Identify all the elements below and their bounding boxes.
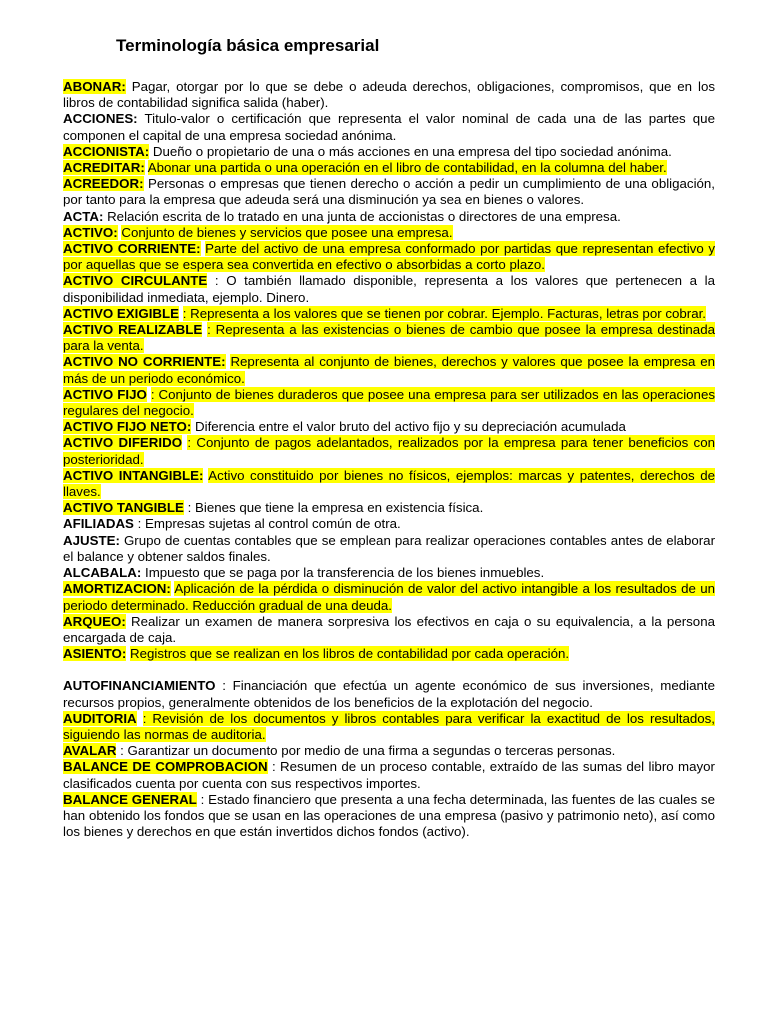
entry-term: ABONAR:	[63, 79, 126, 94]
glossary-entry	[63, 792, 715, 841]
entry-definition: : Empresas sujetas al control común de otra.	[137, 516, 401, 532]
entry-definition: : Conjunto de bienes duraderos que posee una empresa para ser utilizados en las operaciones regulares del negocio.	[63, 386, 715, 419]
entry-spacer	[63, 662, 715, 678]
entry-definition: Aplicación de la pérdida o disminución de valor del activo intangible a los resultados de un periodo determinado. Reducción gradual de una deuda.	[63, 581, 715, 613]
entry-term: AVALAR	[63, 743, 117, 759]
glossary-entry	[63, 306, 715, 322]
entry-definition: : Garantizar un documento por medio de una firma a segundas o terceras personas.	[120, 743, 616, 759]
glossary-entry	[63, 759, 715, 791]
entry-term: ACCIONES:	[63, 111, 138, 127]
glossary-entry	[63, 500, 715, 516]
entry-term: BALANCE GENERAL	[63, 791, 197, 807]
entry-definition: : Conjunto de pagos adelantados, realizados por la empresa para tener beneficios con posterioridad.	[63, 435, 715, 467]
entry-term: ALCABALA:	[63, 565, 142, 581]
entry-definition: Representa al conjunto de bienes, derechos y valores que posee la empresa en más de un periodo económico.	[63, 354, 715, 386]
entry-definition: Grupo de cuentas contables que se emplean para realizar operaciones contables antes de elaborar el balance y obtener saldos finales.	[63, 532, 715, 564]
entry-definition: : O también llamado disponible, representa a los valores que pertenecen a la disponibilidad inmediata, ejemplo. Dinero.	[63, 273, 716, 305]
entry-definition: Realizar un examen de manera sorpresiva los efectivos en caja o su equivalencia, a la persona encargada de caja.	[63, 613, 715, 645]
glossary-entry	[63, 468, 715, 500]
glossary-entry	[63, 614, 715, 646]
glossary-entry	[63, 354, 715, 386]
glossary-entry	[63, 144, 715, 160]
glossary-entry	[63, 79, 715, 111]
entry-definition: Abonar una partida o una operación en el libro de contabilidad, en la columna del haber.	[147, 160, 667, 176]
entry-definition: Titulo-valor o certificación que representa el valor nominal de cada una de las partes que componen el capital de una empresa sociedad anónima.	[63, 111, 715, 143]
entry-term: ACTIVO REALIZABLE	[63, 322, 203, 338]
entry-term: ACTIVO TANGIBLE	[63, 500, 184, 516]
glossary-entry	[63, 209, 715, 225]
entry-definition: : Resumen de un proceso contable, extraído de las sumas del libro mayor clasificados cuenta por cuenta con sus respectivos importes.	[63, 759, 715, 791]
glossary-entry	[63, 225, 715, 241]
entry-term: ACREDITAR:	[63, 160, 145, 176]
entry-definition: Relación escrita de lo tratado en una junta de accionistas o directores de una empresa.	[107, 208, 621, 224]
entry-definition: : Representa a los valores que se tienen por cobrar. Ejemplo. Facturas, letras por cobrar.	[182, 305, 706, 321]
entry-definition: Activo constituido por bienes no físicos, ejemplos: marcas y patentes, derechos de llaves.	[63, 467, 715, 500]
glossary-entry	[63, 387, 715, 419]
entry-definition: : Representa a las existencias o bienes de cambio que posee la empresa destinada para la venta.	[63, 322, 715, 354]
entry-term: ACTIVO CIRCULANTE	[63, 273, 208, 289]
glossary-entry	[63, 273, 715, 305]
entry-term: AFILIADAS	[63, 516, 134, 532]
entry-term: AMORTIZACION:	[63, 581, 171, 597]
entry-term: BALANCE DE COMPROBACION	[63, 759, 268, 775]
entry-term: ACTA:	[63, 208, 104, 224]
entry-term: ACCIONISTA:	[63, 143, 150, 159]
glossary-entry	[63, 241, 715, 273]
entry-term: ASIENTO:	[63, 646, 127, 662]
entry-term: ACTIVO NO CORRIENTE:	[63, 354, 226, 370]
glossary-entry	[63, 678, 715, 710]
page-title: Terminología básica empresarial	[116, 36, 380, 55]
entry-definition: Registros que se realizan en los libros de contabilidad por cada operación.	[130, 646, 570, 662]
entry-term: AJUSTE:	[63, 532, 120, 548]
glossary-entry	[63, 743, 715, 759]
glossary-entry	[63, 111, 715, 143]
glossary-entry	[63, 565, 715, 581]
entry-definition: Conjunto de bienes y servicios que posee una empresa.	[121, 224, 453, 240]
entry-definition: Dueño o propietario de una o más acciones en una empresa del tipo sociedad anónima.	[152, 143, 672, 159]
entry-definition: Impuesto que se paga por la transferencia de los bienes inmuebles.	[145, 565, 545, 581]
glossary-list	[63, 79, 715, 840]
entry-definition: : Bienes que tiene la empresa en existencia física.	[187, 500, 484, 516]
entry-term: ACREEDOR:	[63, 176, 144, 192]
entry-definition: : Estado financiero que presenta a una fecha determinada, las fuentes de las cuales se han obtenido los fondos que se usan en las operaciones de una empresa (pasivo y patrimonio neto), así como los bienes y derechos en que están invertidos dichos fondos (activo).	[63, 791, 715, 840]
entry-term: ACTIVO FIJO	[63, 386, 147, 402]
entry-term: ACTIVO DIFERIDO	[63, 435, 183, 451]
glossary-entry	[63, 176, 715, 208]
glossary-entry	[63, 533, 715, 565]
glossary-entry	[63, 581, 715, 613]
glossary-entry	[63, 711, 715, 743]
entry-definition: Diferencia entre el valor bruto del activo fijo y su depreciación acumulada	[195, 419, 626, 435]
glossary-entry	[63, 322, 715, 354]
entry-definition: Parte del activo de una empresa conformado por partidas que representan efectivo y por aquellas que se espera sea convertida en efectivo o absorbidas a corto plazo.	[63, 241, 716, 273]
entry-term: AUTOFINANCIAMIENTO	[63, 678, 216, 694]
entry-term: ACTIVO EXIGIBLE	[63, 305, 179, 321]
entry-term: ACTIVO INTANGIBLE:	[63, 467, 204, 483]
entry-definition: Pagar, otorgar por lo que se debe o adeuda derechos, obligaciones, compromisos, que en los libros de contabilidad significa salida (haber).	[63, 79, 715, 111]
glossary-entry	[63, 435, 715, 467]
entry-term: ARQUEO:	[63, 613, 126, 629]
entry-definition: : Revisión de los documentos y libros contables para verificar la exactitud de los resultados, siguiendo las normas de auditoria.	[63, 710, 715, 742]
entry-term: ACTIVO FIJO NETO:	[63, 419, 192, 435]
entry-term: ACTIVO:	[63, 224, 118, 240]
glossary-entry	[63, 646, 715, 662]
glossary-entry	[63, 516, 715, 532]
glossary-entry	[63, 160, 715, 176]
entry-term: ACTIVO CORRIENTE:	[63, 241, 201, 257]
entry-term: AUDITORIA	[63, 710, 137, 726]
glossary-entry	[63, 419, 715, 435]
entry-definition: : Financiación que efectúa un agente económico de sus inversiones, mediante recursos propios, generalmente obtenidos de los beneficios de la explotación del negocio.	[63, 678, 715, 710]
entry-definition: Personas o empresas que tienen derecho o acción a pedir un cumplimiento de una obligación, por tanto para la empresa que adeuda será una disminución ya sea en bienes o valores.	[63, 176, 716, 208]
